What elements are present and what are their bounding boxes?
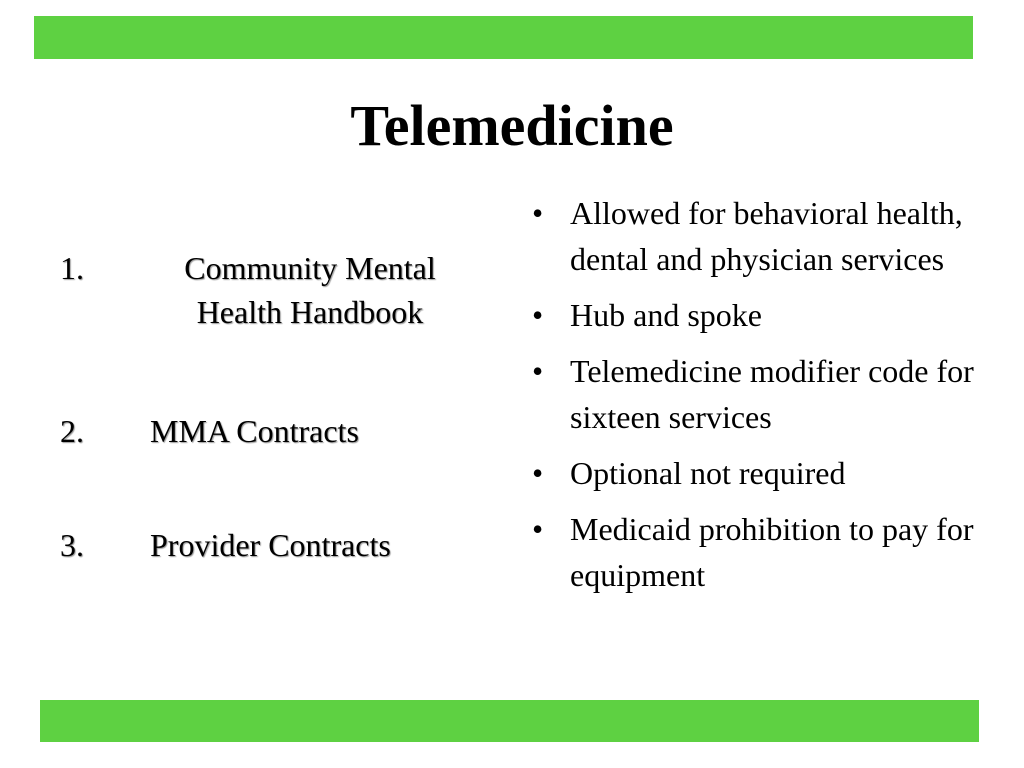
list-item-text: Community Mental Health Handbook [184,250,436,330]
list-number: 1. [60,250,84,286]
bullet-text: Allowed for behavioral health, dental and physician services [570,195,963,277]
slide-title: Telemedicine [350,93,674,158]
list-item-text: Provider Contracts [150,527,391,563]
bullet-icon: • [532,195,544,231]
list-item-text: MMA Contracts [150,413,359,449]
bullet-item [532,292,982,338]
bullet-item [532,348,982,440]
list-number: 2. [60,413,84,449]
bullet-item [532,450,982,496]
bullet-item [532,506,982,598]
bullet-icon: • [532,455,544,491]
bullet-text: Optional not required [570,455,846,491]
bullet-text: Medicaid prohibition to pay for equipment [570,511,974,593]
list-number: 3. [60,527,84,563]
bullet-icon: • [532,511,544,547]
bottom-accent-bar [40,700,979,742]
bullet-icon: • [532,297,544,333]
top-accent-bar [34,16,973,59]
bullet-text: Telemedicine modifier code for sixteen services [570,353,974,435]
bullet-icon: • [532,353,544,389]
bullet-text: Hub and spoke [570,297,762,333]
bullet-list [532,190,982,608]
bullet-item [532,190,982,282]
